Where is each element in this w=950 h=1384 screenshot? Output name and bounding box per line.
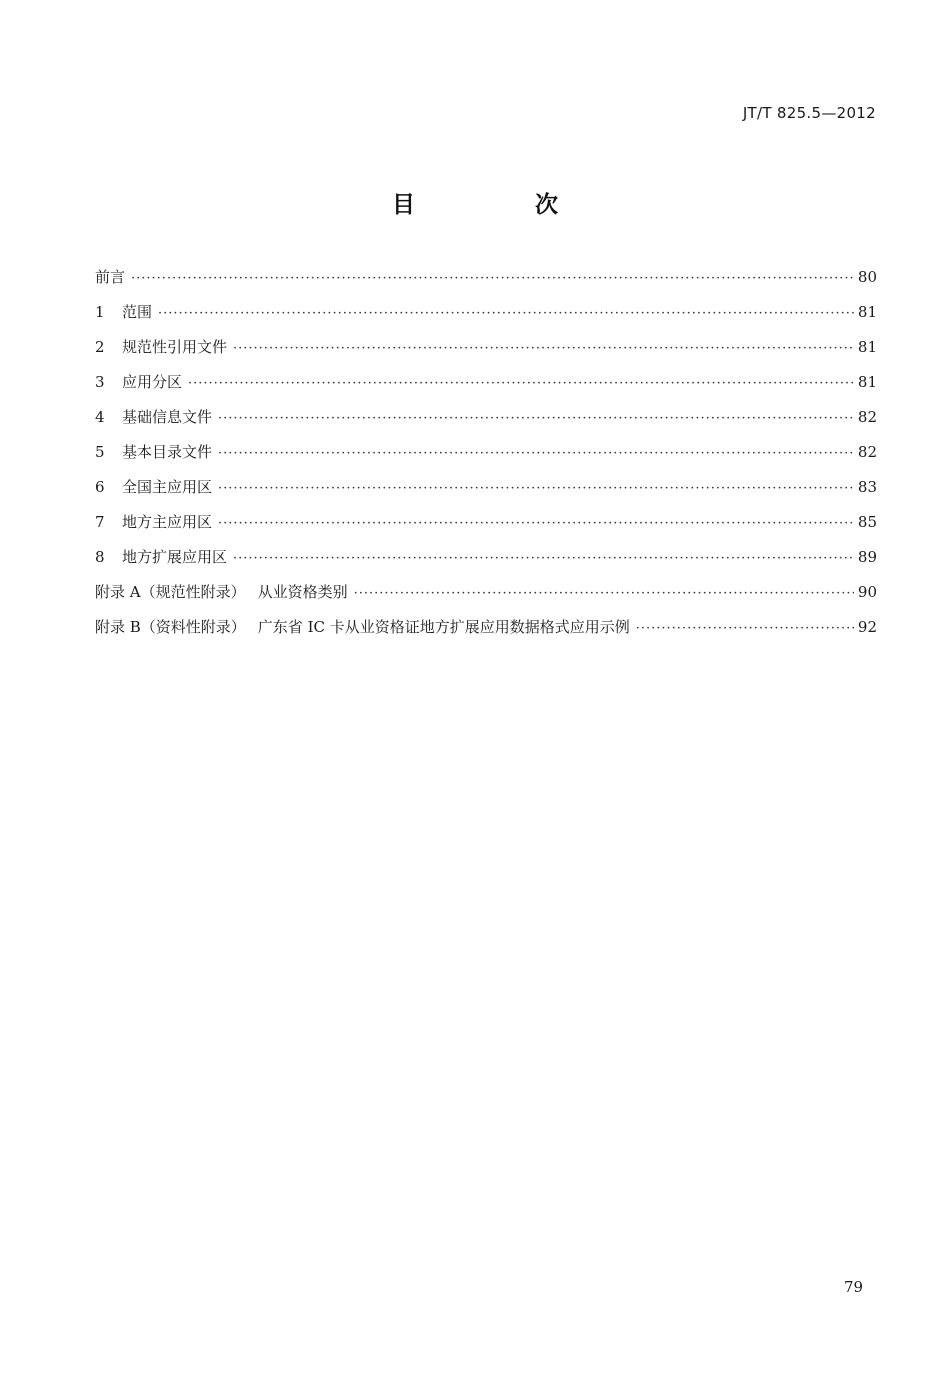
appendix-prefix: 附录 B（资料性附录） xyxy=(95,618,246,636)
toc-entry-label: 广东省 IC 卡从业资格证地方扩展应用数据格式应用示例 xyxy=(257,618,630,636)
toc-entry-label-group xyxy=(95,336,227,357)
toc-entry-page: 81 xyxy=(857,303,877,321)
toc-entry-number: 4 xyxy=(95,408,105,426)
toc-entry-label-group xyxy=(95,476,212,497)
toc-entry-label: 地方扩展应用区 xyxy=(122,548,228,566)
dot-leader xyxy=(158,306,854,321)
toc-entry-label: 从业资格类别 xyxy=(257,583,348,601)
toc-entry-page: 81 xyxy=(857,373,877,391)
dot-leader xyxy=(131,271,854,286)
toc-entry-4[interactable] xyxy=(95,406,877,441)
toc-entry-label: 全国主应用区 xyxy=(122,478,213,496)
dot-leader xyxy=(218,516,854,531)
toc-entry-2[interactable] xyxy=(95,336,877,371)
toc-entry-page: 82 xyxy=(857,443,877,461)
toc-entry-number: 7 xyxy=(95,513,105,531)
toc-entry-page: 90 xyxy=(857,583,877,601)
toc-entry-label-group xyxy=(95,616,630,637)
toc-entry-label-group xyxy=(95,441,212,462)
toc-entry-page: 82 xyxy=(857,408,877,426)
page-title: 目 次 xyxy=(391,192,614,218)
toc-entry-6[interactable] xyxy=(95,476,877,511)
toc-entry-label-group xyxy=(95,301,152,322)
toc-entry-label: 基础信息文件 xyxy=(122,408,213,426)
toc-entry-number: 1 xyxy=(95,303,105,321)
dot-leader xyxy=(636,621,854,636)
dot-leader xyxy=(233,341,854,356)
toc-entry-7[interactable] xyxy=(95,511,877,546)
toc-entry-1[interactable] xyxy=(95,301,877,336)
toc-entry-appendix-a[interactable] xyxy=(95,581,877,616)
toc-entry-number: 2 xyxy=(95,338,105,356)
standard-code: JT/T 825.5—2012 xyxy=(742,104,876,122)
toc-entry-label: 前言 xyxy=(95,268,126,286)
dot-leader xyxy=(218,446,854,461)
toc-entry-page: 92 xyxy=(857,618,877,636)
toc-entry-number: 5 xyxy=(95,443,105,461)
toc-entry-page: 81 xyxy=(857,338,877,356)
toc-entry-8[interactable] xyxy=(95,546,877,581)
toc-entry-label: 范围 xyxy=(122,303,153,321)
dot-leader xyxy=(188,376,854,391)
dot-leader xyxy=(233,551,854,566)
toc-entry-preface[interactable] xyxy=(95,266,877,301)
toc-entry-label: 基本目录文件 xyxy=(122,443,213,461)
toc-entry-number: 6 xyxy=(95,478,105,496)
toc-entry-label-group xyxy=(95,371,182,392)
toc-entry-page: 80 xyxy=(857,268,877,286)
toc-entry-label-group xyxy=(95,546,227,567)
toc-entry-label: 规范性引用文件 xyxy=(122,338,228,356)
toc-entry-number: 8 xyxy=(95,548,105,566)
toc-entry-label: 应用分区 xyxy=(122,373,183,391)
appendix-prefix: 附录 A（规范性附录） xyxy=(95,583,246,601)
toc-entry-label-group xyxy=(95,406,212,427)
page-number: 79 xyxy=(844,1278,864,1296)
dot-leader xyxy=(218,481,854,496)
toc-entry-appendix-b[interactable] xyxy=(95,616,877,651)
toc-entry-page: 83 xyxy=(857,478,877,496)
toc-entry-label-group xyxy=(95,511,212,532)
dot-leader xyxy=(218,411,854,426)
dot-leader xyxy=(354,586,854,601)
toc-entry-label-group xyxy=(95,581,348,602)
toc-entry-page: 89 xyxy=(857,548,877,566)
table-of-contents xyxy=(95,266,877,651)
toc-entry-number: 3 xyxy=(95,373,105,391)
toc-entry-3[interactable] xyxy=(95,371,877,406)
toc-entry-label: 地方主应用区 xyxy=(122,513,213,531)
toc-entry-page: 85 xyxy=(857,513,877,531)
toc-entry-5[interactable] xyxy=(95,441,877,476)
